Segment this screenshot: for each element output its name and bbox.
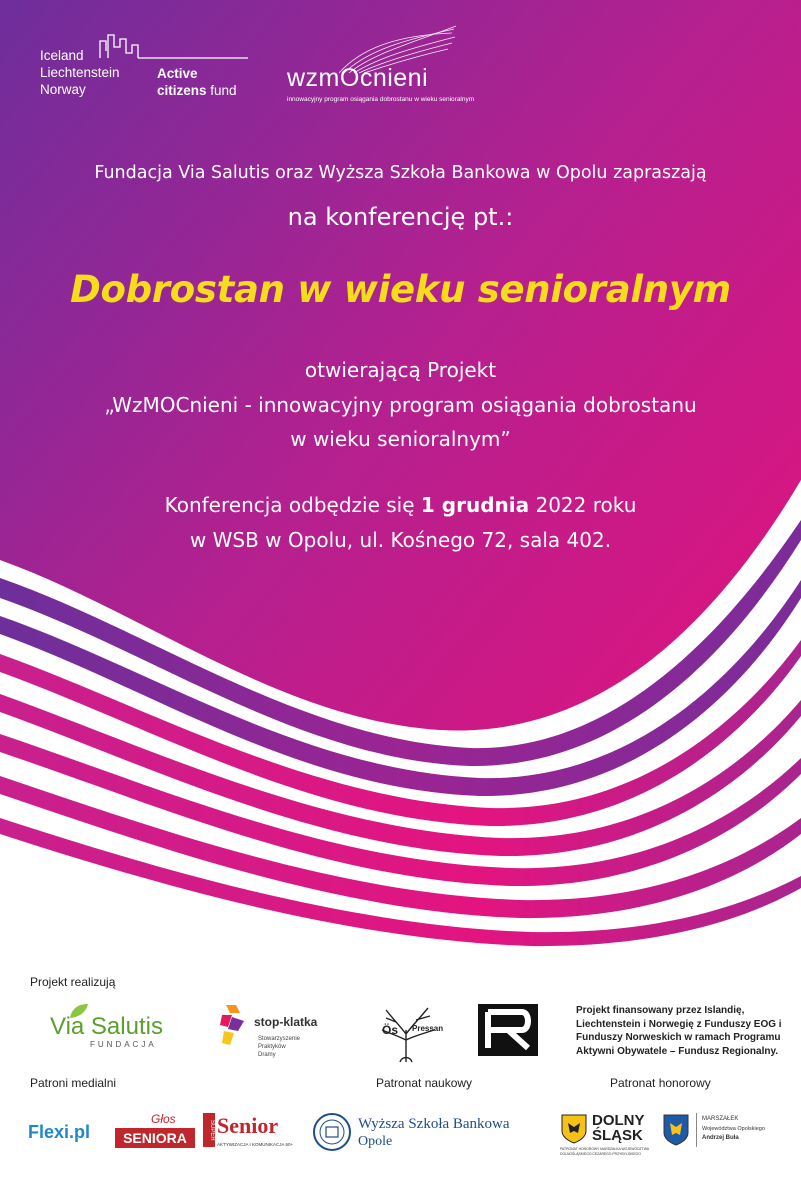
conference-title: Dobrostan w wieku senioralnym — [70, 268, 731, 311]
os-pressan-logo — [356, 1000, 456, 1066]
stop-klatka-sub-3: Dramy — [258, 1052, 276, 1058]
stop-klatka-mark-icon — [218, 1003, 248, 1047]
r-logo-icon — [478, 1004, 538, 1056]
dolny-slask-sub: PATRONAT HONOROWY MARSZAŁKA WOJEWÓDZTWA DOLNOŚLĄSKIEGO CEZAREGO PRZYBYLSKIEGO — [560, 1147, 649, 1156]
organizers-line: Fundacja Via Salutis oraz Wyższa Szkoła Bankowa w Opolu zapraszają — [94, 163, 707, 183]
super-senior-text-1: SUPER — [203, 1113, 215, 1147]
financing-note: Projekt finansowany przez Islandię, Liechtenstein i Norwegię z Funduszy EOG i Funduszy Norweskich w ramach Programu Aktywni Obywatele – Fundusz Regionalny. — [576, 1005, 782, 1057]
funders-list — [40, 47, 120, 98]
wsb-name: Wyższa Szkoła Bankowa — [358, 1116, 510, 1132]
os-pressan-text-1: Ös — [382, 1023, 399, 1037]
stop-klatka-name: stop-klatka — [254, 1015, 318, 1029]
conference-date — [0, 493, 801, 517]
glos-seniora-text-2: SENIORA — [115, 1128, 195, 1148]
funder-iceland: Iceland — [40, 48, 84, 63]
wsb-opole-logo — [312, 1112, 542, 1156]
tree-icon — [356, 1000, 456, 1066]
wzmocnieni-logo-title: wzmOcnieni — [287, 64, 429, 92]
stop-klatka-logo — [218, 1003, 338, 1063]
acf-line-1: Active — [157, 66, 198, 81]
science-patron-label: Patronat naukowy — [376, 1076, 473, 1090]
funder-liechtenstein: Liechtenstein — [40, 65, 120, 80]
project-name-line-2: w wieku senioralnym” — [290, 427, 511, 451]
dolny-slask-logo — [560, 1113, 660, 1159]
wsb-seal-icon — [312, 1112, 352, 1152]
glos-seniora-logo — [115, 1112, 195, 1152]
honor-patron-label: Patronat honorowy — [610, 1076, 711, 1090]
os-pressan-text-2: Pressan — [412, 1024, 444, 1033]
stop-klatka-sub-1: Stowarzyszenie — [258, 1036, 301, 1042]
stop-klatka-sub — [258, 1035, 300, 1059]
dolny-slask-text-1: DOLNY — [592, 1112, 645, 1129]
acf-line-2-bold: citizens — [157, 83, 207, 98]
media-patrons-label: Patroni medialni — [30, 1076, 117, 1090]
super-senior-sub: AKTYWIZACJA I KOMUNIKACJA 60+ — [217, 1142, 294, 1147]
marszalek-text-3: Andrzej Buła — [702, 1135, 739, 1141]
dolny-slask-crest-icon — [560, 1113, 588, 1145]
via-salutis-sub: FUNDACJA — [90, 1040, 157, 1049]
marszalek-divider — [696, 1113, 697, 1147]
date-prefix: Konferencja odbędzie się — [164, 493, 421, 517]
glos-seniora-text-1: Głos — [151, 1112, 176, 1126]
wzmocnieni-logo-subtitle: innowacyjny program osiągania dobrostanu w wieku senioralnym — [287, 96, 475, 103]
eea-grants-logo-icon — [98, 33, 248, 61]
realizers-label: Projekt realizują — [30, 975, 116, 989]
acf-line-2-light: fund — [206, 83, 237, 98]
wsb-city: Opole — [358, 1134, 393, 1149]
conference-intro: na konferencję pt.: — [287, 203, 514, 231]
flexi-logo: Flexi.pl — [28, 1122, 91, 1142]
opolskie-crest-icon — [662, 1113, 690, 1147]
stop-klatka-sub-2: Praktyków — [258, 1044, 286, 1050]
marszalek-opolski-logo — [662, 1113, 782, 1153]
active-citizens-fund-logo — [157, 65, 237, 99]
conference-location: w WSB w Opolu, ul. Kośnego 72, sala 402. — [189, 528, 612, 552]
via-salutis-logo — [50, 1003, 190, 1053]
funder-norway: Norway — [40, 82, 86, 97]
marszalek-text-1: MARSZAŁEK — [702, 1116, 739, 1122]
super-senior-logo — [203, 1113, 294, 1153]
date-bold: 1 grudnia — [420, 493, 530, 517]
dolny-slask-text-2: ŚLĄSK — [592, 1127, 643, 1144]
project-intro: otwierającą Projekt — [304, 358, 497, 382]
via-salutis-name: Via Salutis — [50, 1013, 163, 1040]
marszalek-text-2: Województwa Opolskiego — [702, 1126, 765, 1132]
date-suffix: 2022 roku — [529, 493, 637, 517]
project-name-line-1: „WzMOCnieni - innowacyjny program osiągania dobrostanu — [104, 393, 697, 417]
super-senior-text-2: Senior — [217, 1113, 279, 1138]
